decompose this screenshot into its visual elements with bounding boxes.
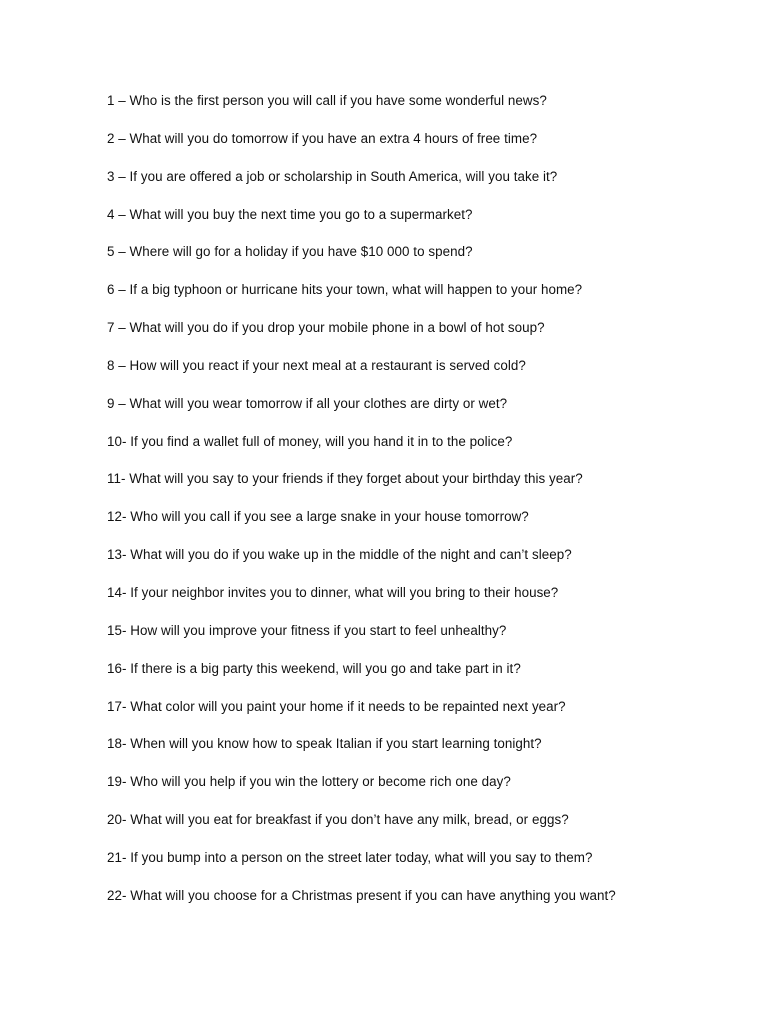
- question-item: 18- When will you know how to speak Italian if you start learning tonight?: [107, 736, 542, 752]
- question-item: 21- If you bump into a person on the street later today, what will you say to them?: [107, 849, 593, 865]
- question-item: 6 – If a big typhoon or hurricane hits your town, what will happen to your home?: [107, 282, 583, 298]
- question-item: 10- If you find a wallet full of money, will you hand it in to the police?: [107, 433, 513, 449]
- question-item: 4 – What will you buy the next time you go to a supermarket?: [107, 206, 473, 222]
- question-item: 9 – What will you wear tomorrow if all your clothes are dirty or wet?: [107, 395, 508, 411]
- question-item: 16- If there is a big party this weekend, will you go and take part in it?: [107, 660, 521, 676]
- question-item: 12- Who will you call if you see a large snake in your house tomorrow?: [107, 509, 529, 525]
- question-item: 8 – How will you react if your next meal at a restaurant is served cold?: [107, 357, 526, 373]
- question-item: 14- If your neighbor invites you to dinner, what will you bring to their house?: [107, 584, 559, 600]
- question-item: 5 – Where will go for a holiday if you have $10 000 to spend?: [107, 244, 473, 260]
- question-item: 11- What will you say to your friends if they forget about your birthday this year?: [107, 471, 583, 487]
- question-item: 13- What will you do if you wake up in the middle of the night and can’t sleep?: [107, 547, 572, 563]
- question-item: 19- Who will you help if you win the lottery or become rich one day?: [107, 774, 511, 790]
- question-item: 3 – If you are offered a job or scholarship in South America, will you take it?: [107, 168, 558, 184]
- question-item: 20- What will you eat for breakfast if you don’t have any milk, bread, or eggs?: [107, 812, 569, 828]
- question-item: 2 – What will you do tomorrow if you have an extra 4 hours of free time?: [107, 130, 538, 146]
- question-list: [107, 91, 747, 924]
- question-item: 7 – What will you do if you drop your mobile phone in a bowl of hot soup?: [107, 320, 545, 336]
- question-item: 15- How will you improve your fitness if you start to feel unhealthy?: [107, 622, 507, 638]
- question-item: 1 – Who is the first person you will call if you have some wonderful news?: [107, 93, 547, 108]
- question-item: 17- What color will you paint your home if it needs to be repainted next year?: [107, 698, 566, 714]
- question-item: 22- What will you choose for a Christmas present if you can have anything you want?: [107, 887, 616, 903]
